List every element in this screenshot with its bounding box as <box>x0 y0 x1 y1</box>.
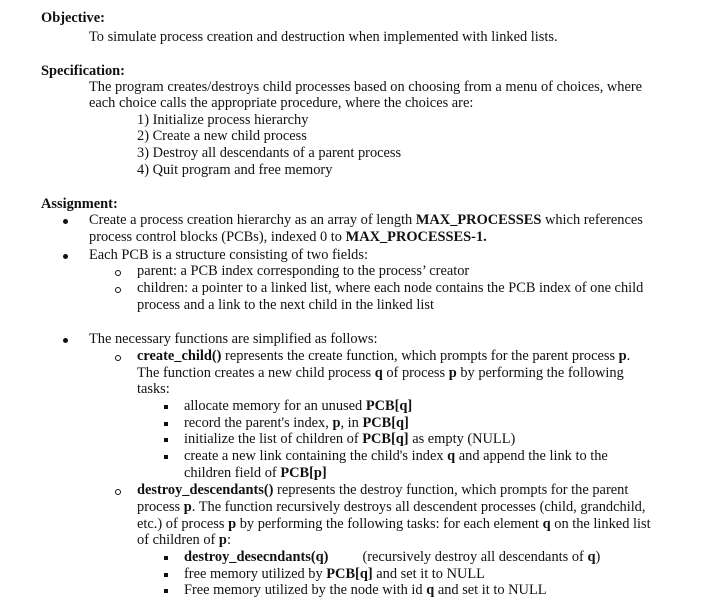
destroy-task-2: free memory utilized by PCB[q] and set it to NULL <box>184 566 485 582</box>
create-task-1: allocate memory for an unused PCB[q] <box>184 398 413 414</box>
bullet-circle-icon <box>115 270 121 276</box>
objective-heading: Objective: <box>41 10 105 26</box>
bullet-square-icon <box>164 422 168 426</box>
pcb-field-children-line-1: children: a pointer to a linked list, where each node contains the PCB index of one child <box>137 280 644 296</box>
bullet-dot-icon <box>63 219 68 224</box>
assignment-bullet-3: The necessary functions are simplified as follows: <box>89 331 378 347</box>
pcb-field-children-line-2: process and a link to the next child in the linked list <box>137 297 434 313</box>
objective-text: To simulate process creation and destruction when implemented with linked lists. <box>89 29 558 45</box>
create-child-line-3: tasks: <box>137 381 170 397</box>
assignment-bullet-2: Each PCB is a structure consisting of two fields: <box>89 247 368 263</box>
specification-heading: Specification: <box>41 63 125 79</box>
create-child-line-2: The function creates a new child process q of process p by performing the following <box>137 365 624 381</box>
choice-4: 4) Quit program and free memory <box>137 162 333 178</box>
destroy-descendants-line-1: destroy_descendants() represents the destroy function, which prompts for the parent <box>137 482 629 498</box>
bullet-square-icon <box>164 405 168 409</box>
choice-1: 1) Initialize process hierarchy <box>137 112 309 128</box>
create-task-4-line-2: children field of PCB[p] <box>184 465 327 481</box>
destroy-task-3: Free memory utilized by the node with id q and set it to NULL <box>184 582 547 598</box>
assignment-bullet-1-line-1: Create a process creation hierarchy as an array of length MAX_PROCESSES which references <box>89 212 643 228</box>
destroy-task-1: destroy_desecndants(q) (recursively destroy all descendants of q) <box>184 549 601 565</box>
bullet-square-icon <box>164 455 168 459</box>
create-task-2: record the parent's index, p, in PCB[q] <box>184 415 409 431</box>
bullet-circle-icon <box>115 489 121 495</box>
specification-line-2: each choice calls the appropriate procedure, where the choices are: <box>89 95 474 111</box>
create-task-3: initialize the list of children of PCB[q] as empty (NULL) <box>184 431 516 447</box>
bullet-dot-icon <box>63 254 68 259</box>
create-child-line-1: create_child() represents the create function, which prompts for the parent process p. <box>137 348 631 364</box>
bullet-dot-icon <box>63 338 68 343</box>
choice-3: 3) Destroy all descendants of a parent process <box>137 145 402 161</box>
bullet-circle-icon <box>115 355 121 361</box>
bullet-square-icon <box>164 573 168 577</box>
destroy-descendants-line-4: of children of p: <box>137 532 231 548</box>
destroy-descendants-line-2: process p. The function recursively destroys all descendent processes (child, grandchild, <box>137 499 646 515</box>
create-task-4-line-1: create a new link containing the child's index q and append the link to the <box>184 448 608 464</box>
specification-line-1: The program creates/destroys child processes based on choosing from a menu of choices, where <box>89 79 643 95</box>
assignment-heading: Assignment: <box>41 196 118 212</box>
pcb-field-parent: parent: a PCB index corresponding to the process’ creator <box>137 263 470 279</box>
bullet-square-icon <box>164 589 168 593</box>
bullet-circle-icon <box>115 287 121 293</box>
bullet-square-icon <box>164 556 168 560</box>
assignment-bullet-1-line-2: process control blocks (PCBs), indexed 0 to MAX_PROCESSES-1. <box>89 229 487 245</box>
destroy-descendants-line-3: etc.) of process p by performing the following tasks: for each element q on the linked list <box>137 516 651 532</box>
choice-2: 2) Create a new child process <box>137 128 307 144</box>
bullet-square-icon <box>164 438 168 442</box>
